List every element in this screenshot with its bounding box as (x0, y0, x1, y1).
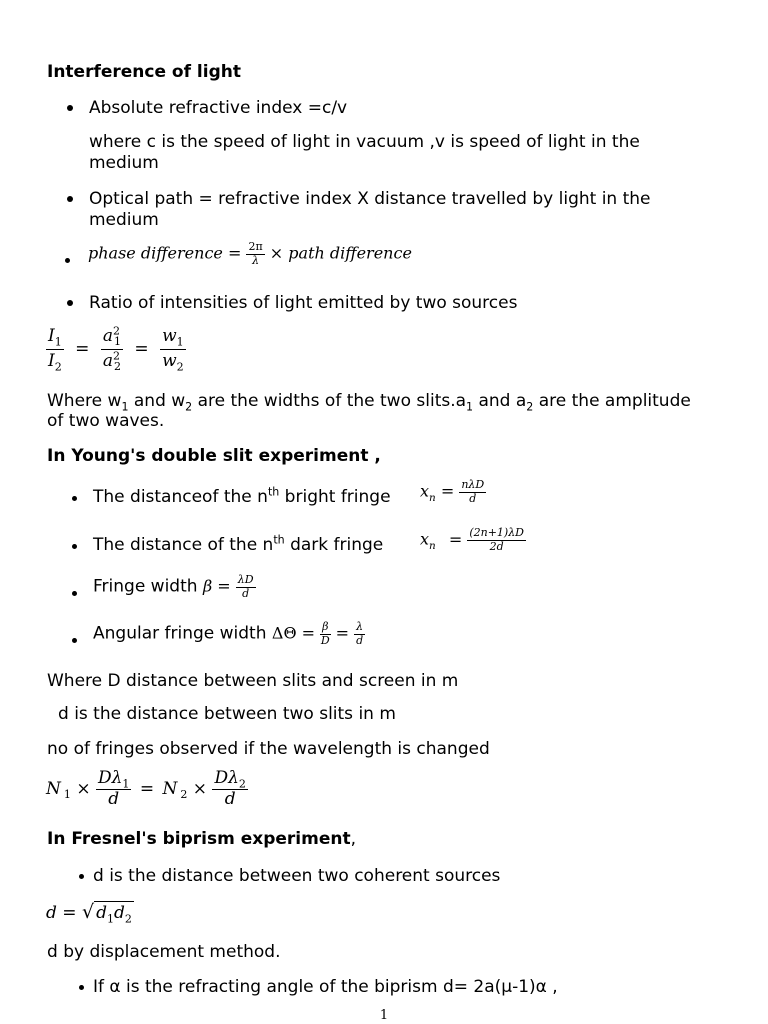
fresnel-heading-text: In Fresnel's biprism experiment (47, 829, 351, 849)
equals-sign: = (134, 339, 149, 360)
subscript: 1 (63, 788, 71, 802)
fraction-denominator: λ (252, 253, 260, 267)
equals-sign: = (301, 623, 316, 643)
fraction-numerator: λ (356, 620, 364, 633)
subscript: n (429, 491, 436, 504)
fringe-width-fraction (236, 574, 256, 600)
symbol-a: a (102, 326, 113, 346)
text-run: Where w (47, 391, 122, 411)
bright-fringe-text (93, 487, 391, 507)
fringe-width-label: Fringe width (93, 576, 203, 597)
fresnel-d-text: d is the distance between two coherent sources (93, 866, 501, 886)
width-fraction (160, 327, 186, 371)
symbol-x: x (420, 481, 430, 501)
two-pi-over-lambda (246, 241, 264, 267)
symbol-delta-theta: ΔΘ (271, 623, 297, 643)
biprism-text: If α is the refracting angle of the biprism d= 2a(μ-1)α , (93, 977, 558, 997)
bright-fraction (459, 479, 486, 505)
bullet (67, 196, 73, 202)
fraction-denominator: D (320, 633, 330, 647)
symbol-I: I (48, 350, 55, 371)
subscript: 1 (113, 335, 122, 349)
fraction-denominator: 2d (489, 539, 504, 553)
bullet (65, 258, 70, 263)
bullet (67, 300, 73, 306)
text-run: and a (473, 391, 527, 411)
where-d-text: Where D distance between slits and screen in m (47, 671, 459, 691)
symbol-d: d (96, 903, 107, 923)
subscript: 2 (238, 777, 246, 791)
phase-rhs: × path difference (269, 243, 412, 263)
fraction-denominator: d (108, 788, 120, 809)
page-title: Interference of light (47, 62, 241, 82)
subscript: 2 (180, 788, 188, 802)
subscript: 1 (122, 777, 130, 791)
equals-sign: = (75, 339, 90, 360)
beta-over-d-fraction (320, 621, 330, 647)
fringe-width-line (93, 574, 256, 600)
equals-sign: = (217, 576, 231, 596)
where-widths-line2: of two waves. (47, 411, 165, 431)
fraction-numerator: λD (237, 573, 254, 586)
absolute-index-note-line1: where c is the speed of light in vacuum ,v is speed of light in the (89, 132, 640, 152)
bullet (72, 591, 77, 596)
amplitude-fraction (101, 324, 123, 373)
bullet (72, 544, 77, 549)
superscript: th (267, 485, 280, 499)
text-run: are the widths of the two slits.a (192, 391, 467, 411)
fraction-numerator: Dλ (97, 768, 123, 788)
dark-fringe-text (93, 535, 383, 555)
symbol-w: w (162, 326, 177, 346)
subscript: 2 (176, 359, 184, 373)
subscript: 2 (526, 400, 534, 414)
fraction-denominator: d (356, 633, 364, 647)
fraction-numerator: 2π (248, 240, 263, 253)
subscript: 1 (54, 335, 62, 349)
fraction-numerator: β (322, 620, 329, 633)
text-run: bright fringe (279, 487, 391, 507)
optical-path-line1: Optical path = refractive index X distance travelled by light in the (89, 189, 651, 209)
fringes-changed-text: no of fringes observed if the wavelength is changed (47, 739, 490, 759)
d-definition: d is the distance between two slits in m (58, 704, 396, 724)
times-sign: × (192, 779, 208, 800)
absolute-index-note-line2: medium (89, 153, 159, 173)
symbol-d: d (46, 903, 57, 923)
angular-fringe-width-line (93, 621, 365, 647)
bullet (79, 874, 84, 879)
phase-difference-equation (88, 241, 412, 267)
fraction-numerator: Dλ (214, 768, 239, 788)
sqrt-equation (46, 901, 134, 926)
subscript: 1 (176, 335, 184, 349)
fraction-numerator: (2n+1)λD (469, 526, 525, 539)
lambda-over-d-fraction (354, 621, 365, 647)
text-run: The distance of the n (93, 535, 274, 555)
equals-sign: = (440, 481, 455, 501)
symbol-w: w (162, 350, 177, 371)
bullet (72, 638, 77, 643)
symbol-beta: β (202, 576, 213, 596)
radicand (94, 901, 134, 926)
subscript: 1 (466, 400, 474, 414)
superscript: th (273, 533, 285, 547)
symbol-x: x (420, 529, 430, 549)
fringe-count-equation (46, 769, 248, 809)
bullet (67, 105, 73, 111)
symbol-N: N (46, 779, 61, 800)
d-lambda2-fraction (212, 769, 247, 809)
d-lambda1-fraction (96, 769, 131, 809)
ratio-text: Ratio of intensities of light emitted by two sources (89, 293, 518, 313)
where-widths-line1 (47, 391, 691, 414)
subscript: n (429, 539, 436, 552)
subscript: 1 (106, 912, 114, 926)
equals-sign: = (335, 623, 350, 643)
text-run: The distanceof the n (93, 487, 268, 507)
equals-sign: = (62, 903, 77, 923)
superscript: 2 (112, 348, 120, 362)
symbol-N: N (162, 779, 178, 800)
phase-lhs: phase difference (88, 243, 223, 263)
intensity-fraction (46, 327, 64, 371)
equals-sign: = (227, 243, 242, 263)
text-run: are the amplitude (533, 391, 691, 411)
fresnel-heading (47, 829, 356, 849)
fraction-denominator: d (242, 586, 250, 600)
symbol-a: a (102, 350, 113, 371)
superscript: 2 (112, 324, 120, 338)
ydse-heading: In Young's double slit experiment , (47, 446, 381, 466)
displacement-text: d by displacement method. (47, 942, 281, 962)
symbol-d: d (113, 903, 125, 923)
text-run: dark fringe (284, 535, 384, 555)
radical-sign: √ (81, 901, 95, 923)
optical-path-line2: medium (89, 210, 159, 230)
equals-sign: = (448, 529, 463, 549)
symbol-I: I (48, 326, 55, 346)
absolute-index-text: Absolute refractive index =c/v (89, 98, 348, 118)
text-run: and w (128, 391, 186, 411)
comma: , (350, 829, 357, 849)
fraction-denominator: d (469, 491, 477, 505)
bullet (72, 496, 77, 501)
fraction-numerator: nλD (461, 478, 485, 491)
subscript: 2 (185, 400, 193, 414)
equals-sign: = (139, 779, 155, 800)
dark-fraction (467, 527, 526, 553)
bullet (79, 985, 84, 990)
times-sign: × (76, 779, 91, 800)
angular-width-label: Angular fringe width (93, 623, 272, 644)
subscript: 2 (124, 912, 132, 926)
subscript: 2 (113, 359, 122, 373)
page-number: 1 (379, 1008, 389, 1023)
intensity-ratio-equation (46, 324, 186, 373)
dark-fringe-equation (420, 527, 526, 553)
subscript: 1 (121, 400, 129, 414)
fraction-denominator: d (224, 788, 236, 809)
subscript: 2 (54, 359, 62, 373)
bright-fringe-equation (420, 479, 486, 505)
